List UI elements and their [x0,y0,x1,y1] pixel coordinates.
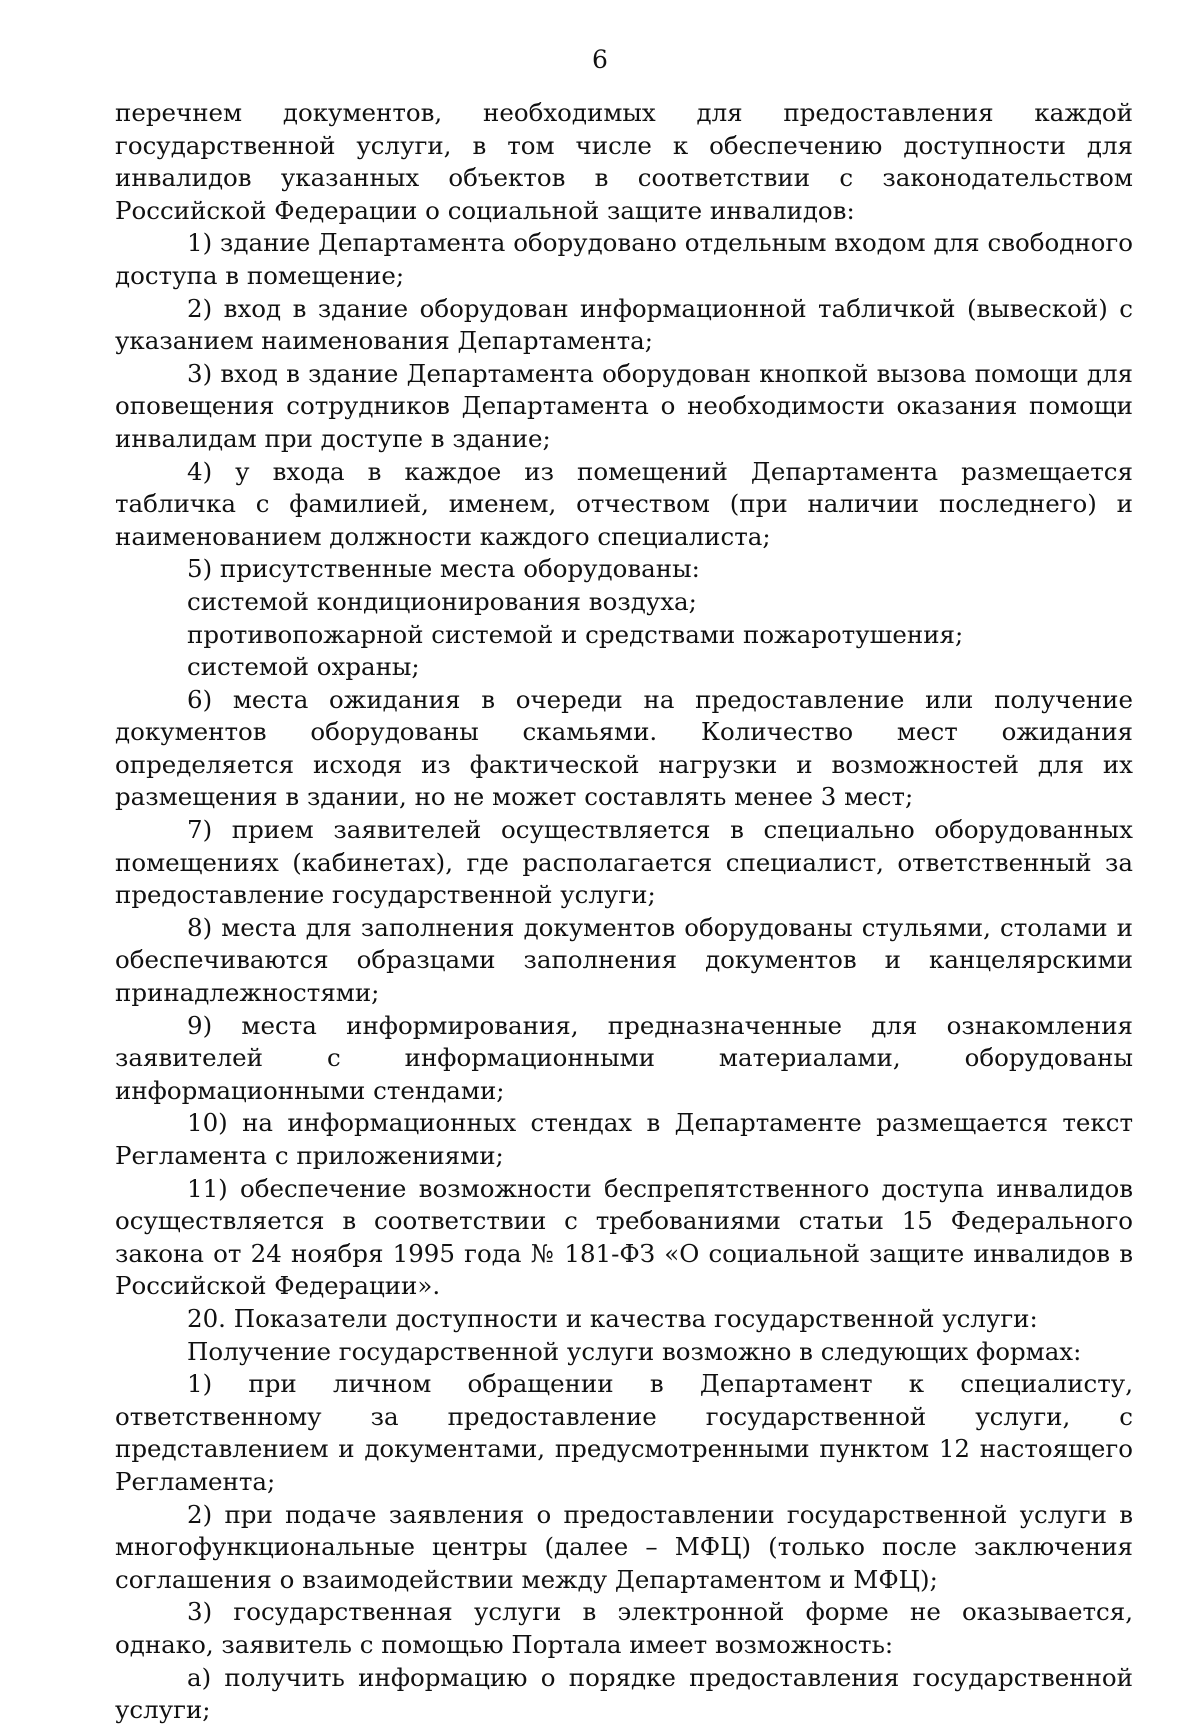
paragraph: 2) при подаче заявления о предоставлении государственной услуги в многофункциональные центры (далее – МФЦ) (только после заключения соглашения о взаимодействии между Департаментом и МФЦ); [115,1499,1133,1594]
paragraph: 11) обеспечение возможности беспрепятственного доступа инвалидов осуществляется в соответствии с требованиями статьи 15 Федерального закона от 24 ноября 1995 года № 181-ФЗ «О социальной защите инвалидов в Российской Федерации». [115,1173,1133,1301]
paragraph: 1) здание Департамента оборудовано отдельным входом для свободного доступа в помещение; [115,228,1133,290]
document-body [115,97,1133,1727]
paragraph: 20. Показатели доступности и качества государственной услуги: [187,1303,1038,1333]
paragraph: 2) вход в здание оборудован информационной табличкой (вывеской) с указанием наименования Департамента; [115,293,1133,356]
paragraph: перечнем документов, необходимых для предоставления каждой государственной услуги, в том числе к обеспечению доступности для инвалидов указанных объектов в соответствии с законодательством Российской Федерации о социальной защите инвалидов: [115,98,1133,225]
paragraph: 10) на информационных стендах в Департаменте размещается текст Регламента с приложениями; [115,1108,1133,1170]
paragraph: системой охраны; [187,652,420,682]
paragraph: 4) у входа в каждое из помещений Департамента размещается табличка с фамилией, именем, отчеством (при наличии последнего) и наименованием должности каждого специалиста; [115,456,1133,551]
paragraph: 5) присутственные места оборудованы: [187,554,700,584]
paragraph: 1) при личном обращении в Департамент к специалисту, ответственному за предоставление государственной услуги, с представлением и документами, предусмотренными пунктом 12 настоящего Регламента; [115,1369,1133,1496]
paragraph: 3) вход в здание Департамента оборудован кнопкой вызова помощи для оповещения сотрудников Департамента о необходимости оказания помощи инвалидам при доступе в здание; [115,358,1133,453]
page-number: 6 [592,45,608,74]
paragraph: противопожарной системой и средствами пожаротушения; [187,619,964,649]
paragraph: 3) государственная услуги в электронной форме не оказывается, однако, заявитель с помощью Портала имеет возможность: [115,1597,1133,1659]
paragraph: Получение государственной услуги возможно в следующих формах: [187,1336,1082,1366]
paragraph: 6) места ожидания в очереди на предоставление или получение документов оборудованы скамьями. Количество мест ожидания определяется исходя из фактической нагрузки и возможностей для их размещения в здании, но не может составлять менее 3 мест; [115,684,1133,812]
paragraph: 7) прием заявителей осуществляется в специально оборудованных помещениях (кабинетах), где располагается специалист, ответственный за предоставление государственной услуги; [115,815,1133,910]
paragraph: системой кондиционирования воздуха; [187,586,697,616]
paragraph: 9) места информирования, предназначенные для ознакомления заявителей с информационными материалами, оборудованы информационными стендами; [115,1010,1133,1105]
paragraph: а) получить информацию о порядке предоставления государственной услуги; [115,1662,1133,1725]
paragraph: 8) места для заполнения документов оборудованы стульями, столами и обеспечиваются образцами заполнения документов и канцелярскими принадлежностями; [115,912,1133,1008]
